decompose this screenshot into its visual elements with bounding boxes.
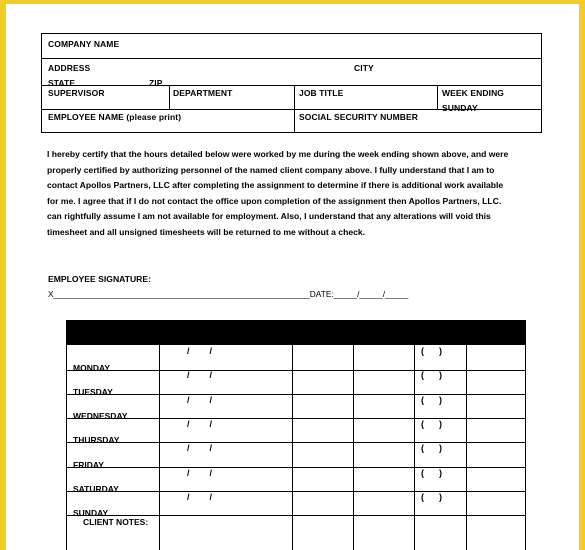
ampm-parens[interactable]: ( ) xyxy=(421,468,442,478)
date-slashes[interactable]: / / xyxy=(187,419,213,429)
divider xyxy=(414,345,415,550)
certification-line: properly certified by authorizing personnel of the named client company above. I fully understand that I am to xyxy=(47,164,495,175)
certification-text xyxy=(47,147,547,241)
client-notes-label: CLIENT NOTES: xyxy=(83,517,149,527)
divider xyxy=(292,345,293,550)
signature-date-line[interactable]: X_______________________________________________________DATE:_____/_____/_____ xyxy=(48,289,409,299)
divider xyxy=(437,85,438,109)
table-row xyxy=(67,418,525,419)
day-label-wednesday: WEDNESDAY xyxy=(73,411,128,421)
divider xyxy=(42,58,541,59)
ampm-parens[interactable]: ( ) xyxy=(421,395,442,405)
week-ending-day: SUNDAY xyxy=(442,103,478,113)
ampm-parens[interactable]: ( ) xyxy=(421,492,442,502)
certification-line: for me. I agree that if I do not contact the office upon completion of the assignment then Apollos Partners, LLC. xyxy=(47,195,502,206)
table-header-bar xyxy=(67,321,525,345)
date-slashes[interactable]: / / xyxy=(187,492,213,502)
divider xyxy=(466,345,467,550)
table-row xyxy=(67,394,525,395)
ampm-parens[interactable]: ( ) xyxy=(421,419,442,429)
day-label-saturday: SATURDAY xyxy=(73,484,119,494)
day-label-monday: MONDAY xyxy=(73,363,110,373)
divider xyxy=(169,85,170,109)
table-row xyxy=(67,370,525,371)
divider xyxy=(294,85,295,132)
ampm-parens[interactable]: ( ) xyxy=(421,443,442,453)
table-row xyxy=(67,491,525,492)
date-slashes[interactable]: / / xyxy=(187,443,213,453)
day-label-tuesday: TUESDAY xyxy=(73,387,113,397)
department-field[interactable]: DEPARTMENT xyxy=(173,88,233,98)
job-title-field[interactable]: JOB TITLE xyxy=(299,88,344,98)
certification-line: I hereby certify that the hours detailed below were worked by me during the week ending shown above, and were xyxy=(47,149,509,159)
date-slashes[interactable]: / / xyxy=(187,370,213,380)
table-row xyxy=(67,467,525,468)
zip-field[interactable]: ZIP xyxy=(149,78,163,88)
state-field[interactable]: STATE xyxy=(48,78,76,88)
divider xyxy=(42,85,541,86)
timesheet-page xyxy=(6,4,579,550)
certification-line: can rightfully assume I am not available for employment. Also, I understand that any alterations will void this xyxy=(47,211,491,222)
date-slashes[interactable]: / / xyxy=(187,468,213,478)
day-label-thursday: THURSDAY xyxy=(73,435,120,445)
day-label-friday: FRIDAY xyxy=(73,460,104,470)
supervisor-field[interactable]: SUPERVISOR xyxy=(48,88,105,98)
day-label-sunday: SUNDAY xyxy=(73,508,109,518)
employee-name-field[interactable]: EMPLOYEE NAME (please print) xyxy=(48,112,182,122)
company-name-field[interactable]: COMPANY NAME xyxy=(48,39,120,49)
week-ending-field[interactable]: WEEK ENDING xyxy=(442,88,505,98)
table-row xyxy=(67,442,525,443)
divider xyxy=(159,345,160,550)
signature-label: EMPLOYEE SIGNATURE: xyxy=(48,274,151,284)
city-field[interactable]: CITY xyxy=(354,63,374,73)
employee-info-box xyxy=(41,33,542,133)
date-slashes[interactable]: / / xyxy=(187,395,213,405)
certification-line: contact Apollos Partners, LLC after completing the assignment to determine if there is additional work available xyxy=(47,180,504,191)
ampm-parens[interactable]: ( ) xyxy=(421,346,442,356)
ssn-field[interactable]: SOCIAL SECURITY NUMBER xyxy=(299,112,419,122)
table-row xyxy=(67,515,525,516)
divider xyxy=(353,345,354,550)
address-field[interactable]: ADDRESS xyxy=(48,63,91,73)
certification-line: timesheet and all unsigned timesheets will be returned to me without a check. xyxy=(47,226,366,237)
date-slashes[interactable]: / / xyxy=(187,346,213,356)
hours-table xyxy=(66,320,526,550)
ampm-parens[interactable]: ( ) xyxy=(421,370,442,380)
